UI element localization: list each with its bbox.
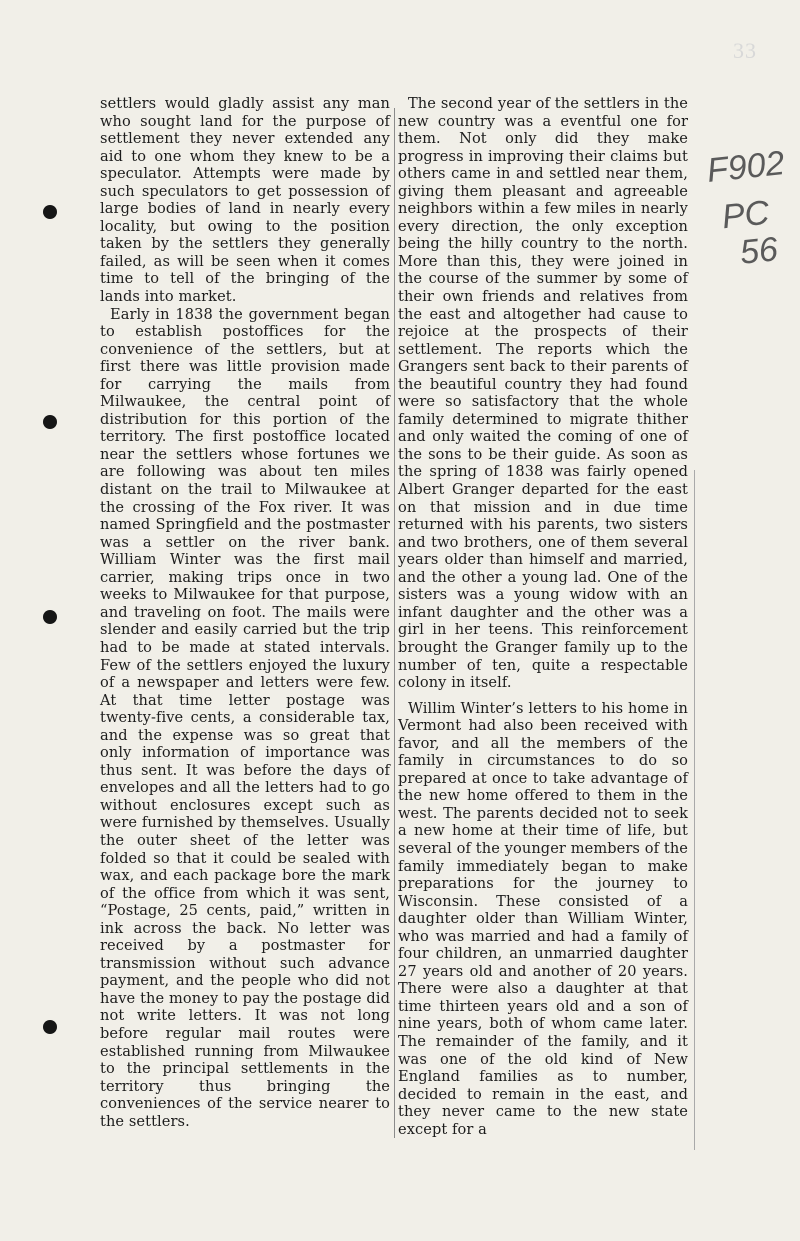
- margin-note-line-1: F902: [705, 144, 787, 190]
- paragraph: Willim Winter’s letters to his home in Vermont had also been received with favor, and all the members of the family in circumstances to do so prepared at once to take advantage of the new home offered to them in the west. The parents decided not to seek a new home at their time of life, but several of the younger members of the family immediately began to make preparations for the journey to Wisconsin. These consisted of a daughter older than William Winter, who was married and had a family of four children, an unmarried daughter 27 years old and another of 20 years. There were also a daughter at that time thirteen years old and a son of nine years, both of whom came later. The remainder of the family, and it was one of the old kind of New England families as to number, decided to remain in the east, and they never came to the new state except for a: [398, 699, 688, 1138]
- page-number: 33: [733, 38, 757, 63]
- paragraph: Early in 1838 the government began to establish postoffices for the convenience of the settlers, but at first there was little provision made for carrying the mails from Milwaukee, the central point of distribution for this portion of the territory. The first postoffice located near the settlers whose fortunes we are following was about ten miles distant on the trail to Milwaukee at the crossing of the Fox river. It was named Springfield and the postmaster was a settler on the river bank. William Winter was the first mail carrier, making trips once in two weeks to Milwaukee for that purpose, and traveling on foot. The mails were slender and easily carried but the trip had to be made at stated intervals. Few of the settlers enjoyed the luxury of a newspaper and letters were few. At that time letter postage was twenty-five cents, a considerable tax, and the expense was so great that only information of importance was thus sent. It was before the days of envelopes and all the letters had to go without enclosures except such as were furnished by themselves. Usually the outer sheet of the letter was folded so that it could be sealed with wax, and each package bore the mark of the office from which it was sent, “Postage, 25 cents, paid,” written in ink across the back. No letter was received by a postmaster for transmission without such advance payment, and the people who did not have the money to pay the postage did not write letters. It was not long before regular mail routes were established running from Milwaukee to the principal settlements in the territory thus bringing the conveniences of the service nearer to the settlers.: [100, 305, 390, 1130]
- right-column: [398, 95, 688, 1138]
- margin-note-line-3: 56: [738, 230, 780, 272]
- paragraph: The second year of the settlers in the new country was a eventful one for them. Not only did they make progress in improving their claims but others came in and settled near them, giving them pleasant and agreeable neighbors within a few miles in nearly every direction, the only exception being the hilly country to the north. More than this, they were joined in the course of the summer by some of their own friends and relatives from the east and altogether had cause to rejoice at the prospects of their settlement. The reports which the Grangers sent back to their parents of the beautiful country they had found were so satisfactory that the whole family determined to migrate thither and only waited the coming of one of the sons to be their guide. As soon as the spring of 1838 was fairly opened Albert Granger departed for the east on that mission and in due time returned with his parents, two sisters and two brothers, one of them several years older than himself and married, and the other a young lad. One of the sisters was a young widow with an infant daughter and the other was a girl in her teens. This reinforcement brought the Granger family up to the number of ten, quite a respectable colony in itself.: [398, 95, 688, 692]
- binder-hole: [43, 1020, 57, 1034]
- column-divider-right: [694, 470, 695, 1150]
- binder-hole: [43, 415, 57, 429]
- binder-hole: [43, 205, 57, 219]
- paragraph: settlers would gladly assist any man who sought land for the purpose of settlement they never extended any aid to one whom they knew to be a speculator. Attempts were made by such speculators to get possession of large bodies of land in nearly every locality, but owing to the position taken by the settlers they generally failed, as will be seen when it comes time to tell of the bringing of the lands into market.: [100, 95, 390, 306]
- left-column: [100, 95, 390, 1130]
- binder-hole: [43, 610, 57, 624]
- margin-note-line-2: PC: [720, 193, 772, 237]
- column-divider: [394, 108, 395, 1138]
